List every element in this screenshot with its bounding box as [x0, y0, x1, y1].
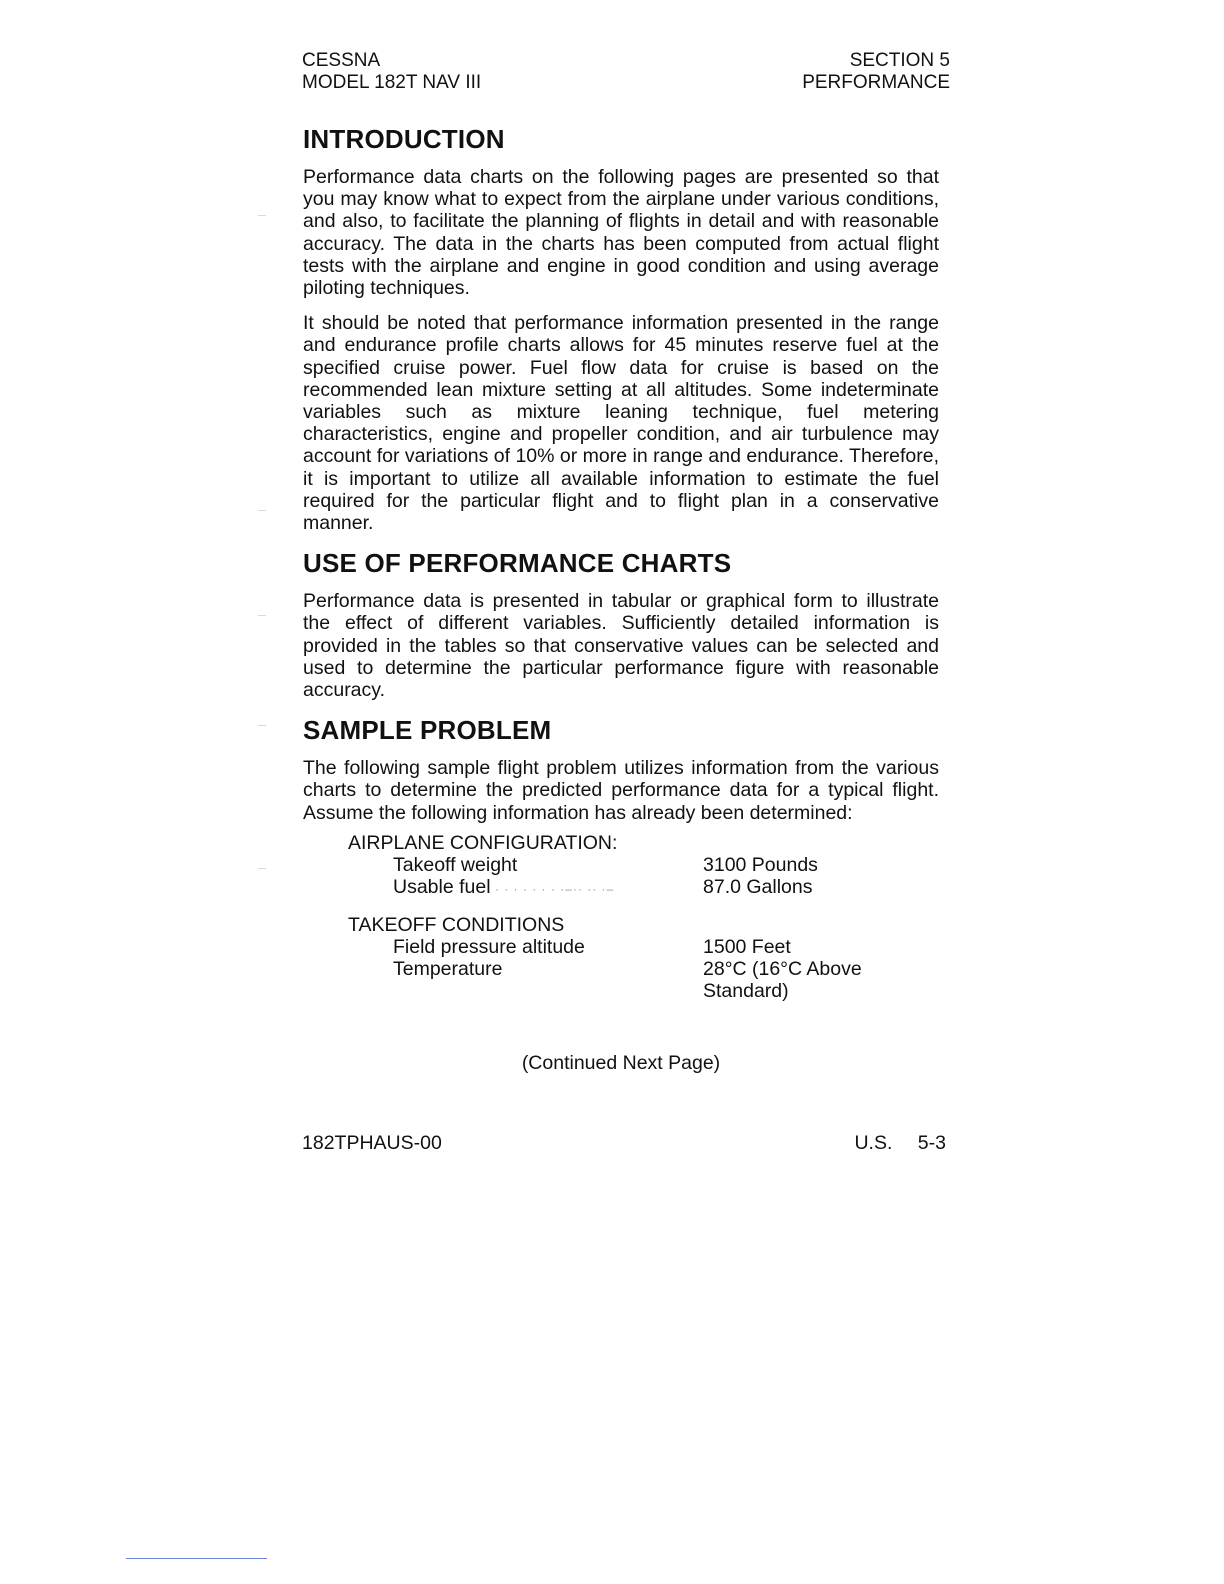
- usable-fuel-row: [348, 876, 939, 900]
- sample-problem-paragraph: The following sample flight problem utilizes information from the various charts to determine the predicted performance data for a typical flight. Assume the following information has already been determined:: [303, 757, 939, 824]
- takeoff-weight-value: 3100 Pounds: [703, 853, 818, 876]
- scan-speck: [258, 868, 266, 869]
- temperature-value: [703, 958, 893, 1002]
- introduction-heading: INTRODUCTION: [303, 124, 505, 154]
- takeoff-weight-label: Takeoff weight: [393, 853, 518, 876]
- header-section-title: PERFORMANCE: [802, 72, 950, 93]
- leader-dots: · · · · · · · ·–·· ·· ·–: [490, 881, 615, 896]
- airplane-configuration-group: [348, 832, 939, 900]
- usable-fuel-label-cell: [348, 876, 703, 900]
- scan-speck: [258, 510, 266, 511]
- introduction-paragraph-2: It should be noted that performance information presented in the range and endurance profile charts allows for 45 minutes reserve fuel at the specified cruise power. Fuel flow data for cruise is based on the recommended lean mixture setting at all altitudes. Some indeterminate variables such as mixture leaning technique, fuel metering characteristics, engine and propeller condition, and air turbulence may account for variations of 10% or more in range and endurance. Therefore, it is important to utilize all available information to estimate the fuel required for the particular flight and to flight plan in a conservative manner.: [303, 312, 939, 535]
- header-model: MODEL 182T NAV III: [302, 72, 482, 93]
- sample-problem-heading: SAMPLE PROBLEM: [303, 715, 552, 746]
- scan-speck: [258, 725, 266, 726]
- takeoff-weight-row: [348, 854, 939, 876]
- use-of-charts-heading: USE OF PERFORMANCE CHARTS: [303, 548, 732, 579]
- scan-speck: [258, 215, 266, 216]
- header-section: SECTION 5: [849, 50, 950, 71]
- page-edge-line: [126, 1558, 267, 1559]
- field-altitude-row: [348, 936, 939, 958]
- use-of-charts-paragraph: Performance data is presented in tabular or graphical form to illustrate the effect of different variables. Sufficiently detailed information is provided in the tables so that conservative values can be selected and used to determine the particular performance figure with reasonable accuracy.: [303, 590, 939, 702]
- header-manufacturer: CESSNA: [302, 50, 381, 71]
- continued-note: (Continued Next Page): [521, 1052, 721, 1074]
- footer-page-ref: U.S. 5-3: [854, 1132, 946, 1154]
- temperature-row: [348, 958, 939, 1002]
- page-header-right: [802, 50, 950, 94]
- footer-doc-id: 182TPHAUS-00: [302, 1132, 442, 1154]
- page-header-left: [302, 50, 481, 94]
- takeoff-conditions-group: [348, 914, 939, 1002]
- usable-fuel-label: Usable fuel: [393, 875, 491, 898]
- field-altitude-label: Field pressure altitude: [393, 935, 585, 958]
- scan-speck: [258, 615, 266, 616]
- introduction-paragraph-1: Performance data charts on the following pages are presented so that you may know what to expect from the airplane under various conditions, and also, to facilitate the planning of flights in detail and with reasonable accuracy. The data in the charts has been computed from actual flight tests with the airplane and engine in good condition and using average piloting techniques.: [303, 166, 939, 300]
- usable-fuel-value: 87.0 Gallons: [703, 875, 813, 898]
- temperature-value-line-1: 28°C (16°C Above: [703, 957, 862, 980]
- field-altitude-value: 1500 Feet: [703, 935, 791, 958]
- temperature-value-line-2: Standard): [703, 979, 789, 1002]
- page-body: [303, 122, 939, 1016]
- takeoff-conditions-heading: TAKEOFF CONDITIONS: [348, 913, 565, 936]
- airplane-configuration-heading: AIRPLANE CONFIGURATION:: [348, 831, 618, 854]
- sample-problem-conditions: [348, 832, 939, 1002]
- temperature-label: Temperature: [393, 957, 503, 980]
